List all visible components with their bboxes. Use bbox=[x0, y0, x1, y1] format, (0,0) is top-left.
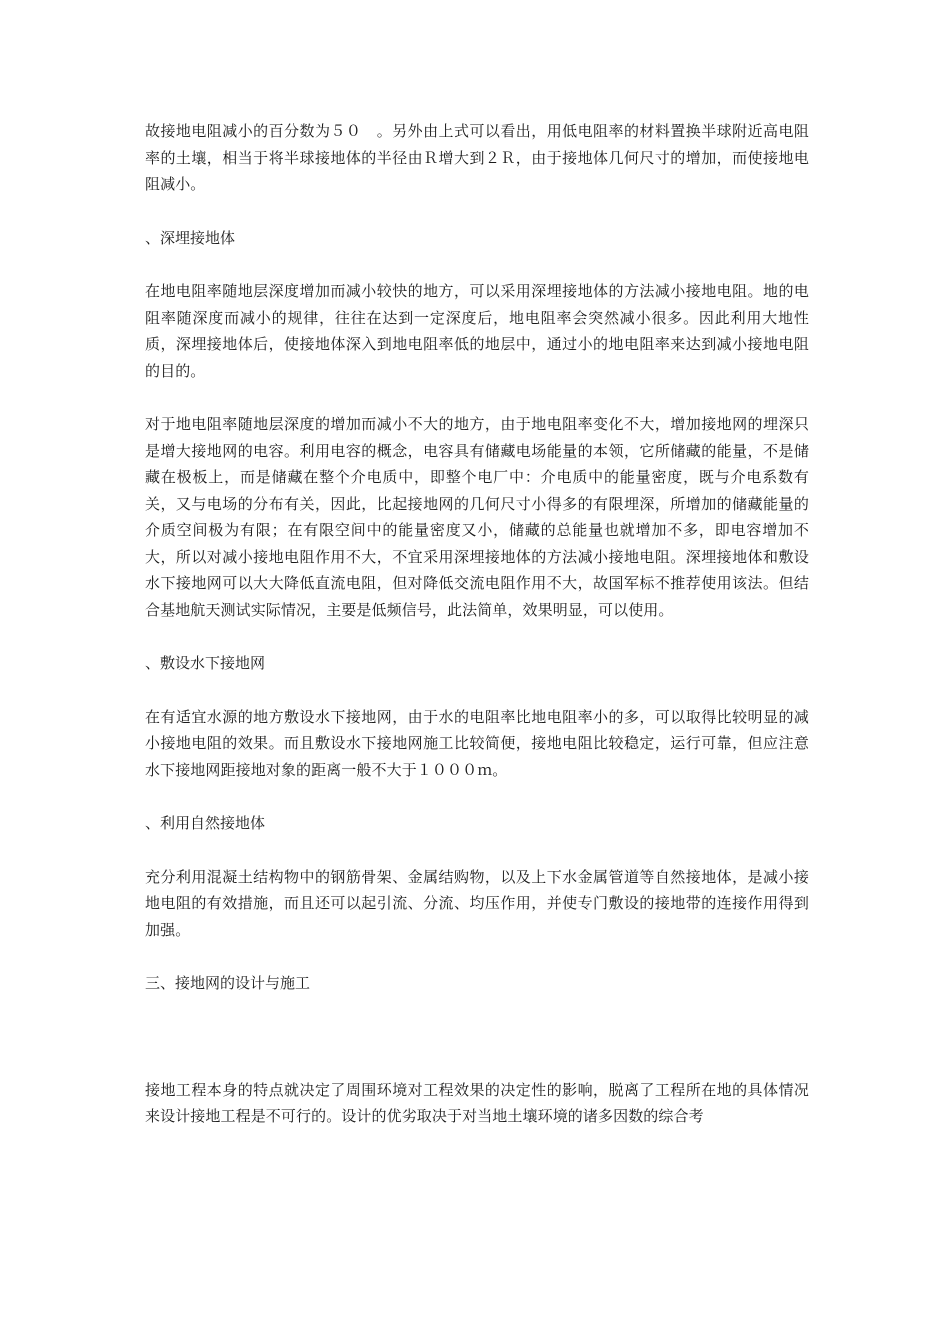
paragraph-underwater-grid: 在有适宜水源的地方敷设水下接地网，由于水的电阻率比地电阻率小的多，可以取得比较明显的减小接地电阻的效果。而且敷设水下接地网施工比较简便，接地电阻比较稳定，运行可靠，但应注意水下接地网距接地对象的距离一般不大于１０００ｍ。 bbox=[145, 707, 809, 779]
paragraph-natural-ground: 充分利用混凝土结构物中的钢筋骨架、金属结购物，以及上下水金属管道等自然接地体，是减小接地电阻的有效措施，而且还可以起引流、分流、均压作用，并使专门敷设的接地带的连接作用得到加强。 bbox=[145, 867, 809, 939]
section-heading-natural-ground: 、利用自然接地体 bbox=[145, 814, 266, 832]
section-heading-deep-burial: 、深埋接地体 bbox=[145, 228, 236, 247]
paragraph-intro: 故接地电阻减小的百分数为５０ 。另外由上式可以看出，用低电阻率的材料置换半球附近高电阻率的土壤，相当于将半球接地体的半径由Ｒ增大到２Ｒ，由于接地体几何尺寸的增加，而使接地电阻减小。 bbox=[145, 122, 809, 193]
chapter-heading-design: 三、接地网的设计与施工 bbox=[145, 974, 311, 992]
paragraph-capacitance: 对于地电阻率随地层深度的增加而减小不大的地方，由于地电阻率变化不大，增加接地网的埋深只是增大接地网的电容。利用电容的概念，电容具有储藏电场能量的本领，它所储藏的能量，不是储藏在极板上，而是储藏在整个介电质中，即整个电厂中：介电质中的能量密度，既与介电系数有关，又与电场的分布有关，因此，比起接地网的几何尺寸小得多的有限埋深，所增加的储藏能量的介质空间极为有限；在有限空间中的能量密度又小，储藏的总能量也就增加不多，即电容增加不大，所以对减小接地电阻作用不大，不宜采用深埋接地体的方法减小接地电阻。深埋接地体和敷设水下接地网可以大大降低直流电阻，但对降低交流电阻作用不大，故国军标不推荐使用该法。但结合基地航天测试实际情况，主要是低频信号，此法简单，效果明显，可以使用。 bbox=[145, 415, 809, 619]
section-heading-underwater-grid: 、敷设水下接地网 bbox=[145, 654, 266, 672]
document-page bbox=[145, 118, 809, 1130]
paragraph-design: 接地工程本身的特点就决定了周围环境对工程效果的决定性的影响，脱离了工程所在地的具体情况来设计接地工程是不可行的。设计的优劣取决于对当地土壤环境的诸多因数的综合考 bbox=[145, 1080, 809, 1125]
paragraph-deep-burial: 在地电阻率随地层深度增加而减小较快的地方，可以采用深埋接地体的方法减小接地电阻。地的电阻率随深度而减小的规律，往往在达到一定深度后，地电阻率会突然减小很多。因此利用大地性质，深埋接地体后，使接地体深入到地电阻率低的地层中，通过小的地电阻率来达到减小接地电阻的目的。 bbox=[145, 282, 809, 380]
